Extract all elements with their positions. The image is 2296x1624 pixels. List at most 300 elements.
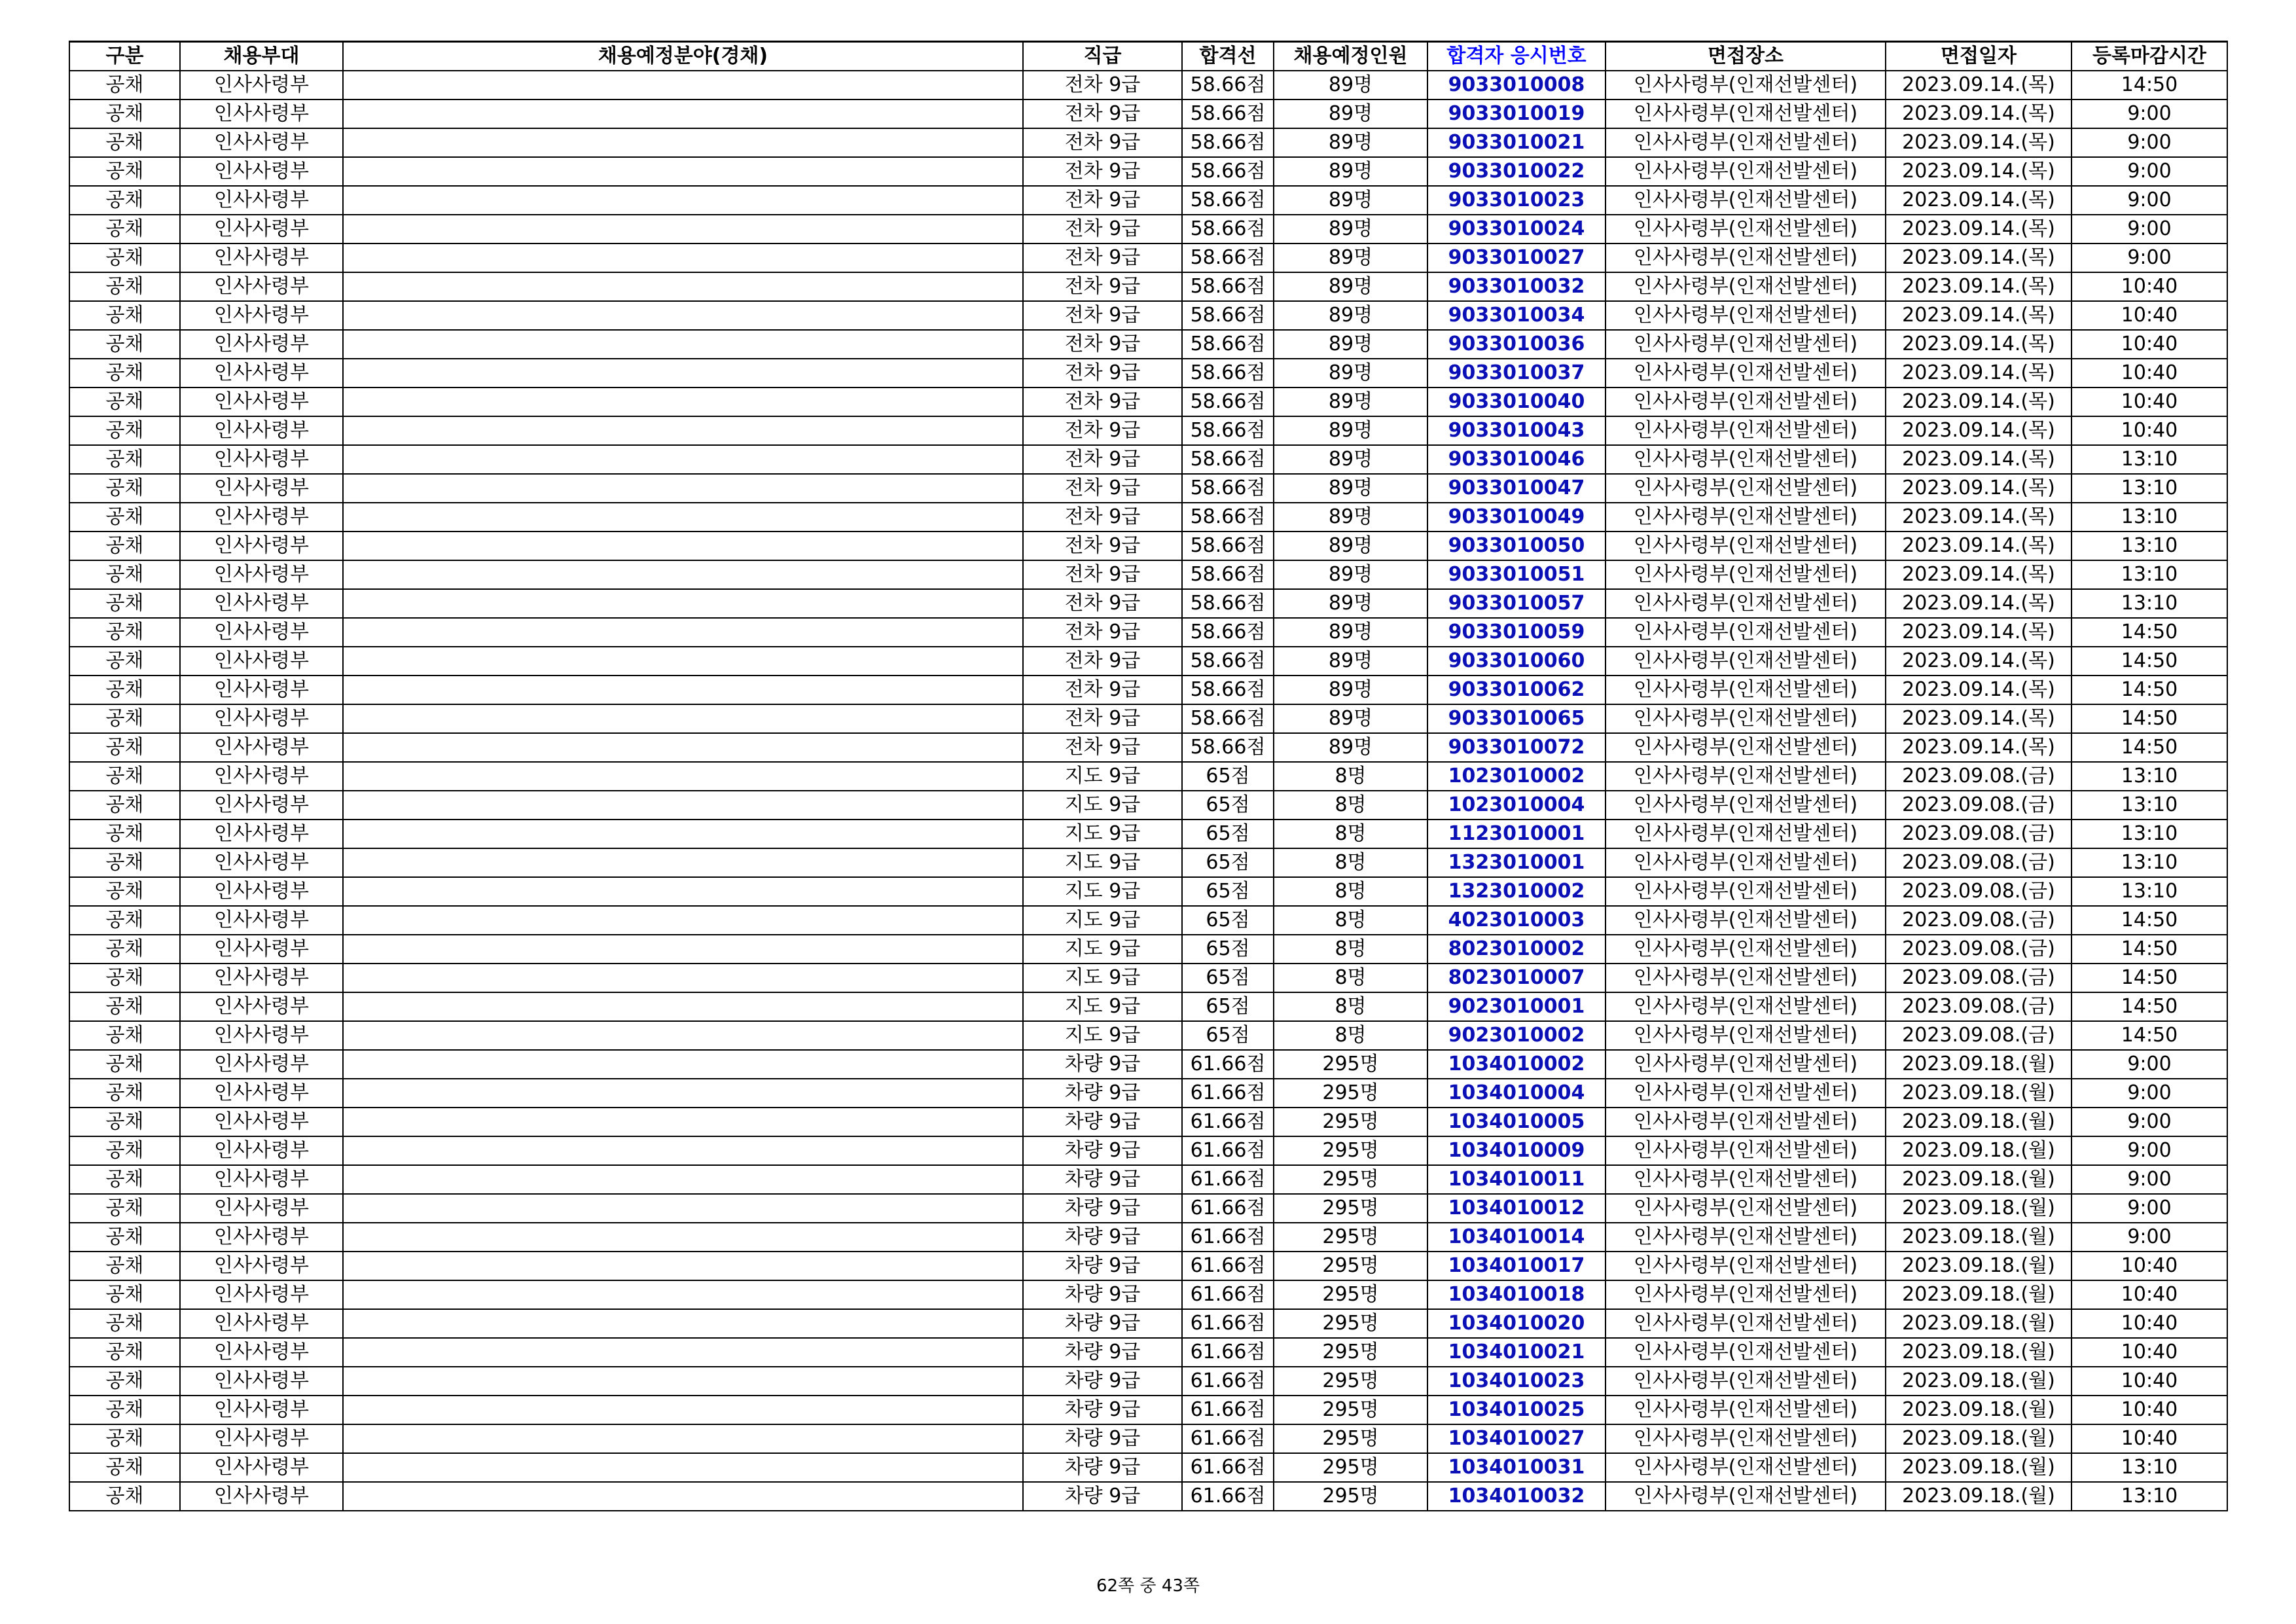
deadline-cell: 14:50 [2072, 1021, 2227, 1050]
interview-place-cell: 인사사령부(인재선발센터) [1605, 1223, 1886, 1252]
field-cell [343, 1223, 1023, 1252]
grade-cell: 전차 9급 [1023, 301, 1182, 330]
unit-cell: 인사사령부 [180, 906, 343, 935]
unit-cell: 인사사령부 [180, 1223, 343, 1252]
interview-date-cell: 2023.09.08.(금) [1886, 820, 2072, 848]
unit-cell: 인사사령부 [180, 1367, 343, 1396]
category-cell: 공채 [69, 560, 180, 589]
grade-cell: 차량 9급 [1023, 1338, 1182, 1367]
category-cell: 공채 [69, 877, 180, 906]
unit-cell: 인사사령부 [180, 1165, 343, 1194]
grade-cell: 지도 9급 [1023, 964, 1182, 992]
unit-cell: 인사사령부 [180, 301, 343, 330]
interview-place-cell: 인사사령부(인재선발센터) [1605, 1424, 1886, 1453]
planned-count-cell: 8명 [1274, 906, 1427, 935]
applicant-number-cell: 1034010025 [1427, 1396, 1605, 1424]
grade-cell: 차량 9급 [1023, 1165, 1182, 1194]
grade-cell: 전차 9급 [1023, 215, 1182, 244]
deadline-cell: 14:50 [2072, 906, 2227, 935]
applicant-number-cell: 9033010037 [1427, 359, 1605, 388]
planned-count-cell: 89명 [1274, 301, 1427, 330]
applicant-number-cell: 9033010027 [1427, 244, 1605, 272]
table-row [69, 1338, 2227, 1367]
category-cell: 공채 [69, 330, 180, 359]
cutoff-cell: 65점 [1182, 992, 1274, 1021]
interview-place-cell: 인사사령부(인재선발센터) [1605, 128, 1886, 157]
category-cell: 공채 [69, 1338, 180, 1367]
table-row [69, 1050, 2227, 1079]
table-row [69, 157, 2227, 186]
deadline-cell: 10:40 [2072, 359, 2227, 388]
grade-cell: 전차 9급 [1023, 445, 1182, 474]
category-cell: 공채 [69, 820, 180, 848]
interview-date-cell: 2023.09.08.(금) [1886, 964, 2072, 992]
field-cell [343, 71, 1023, 99]
cutoff-cell: 58.66점 [1182, 128, 1274, 157]
interview-place-cell: 인사사령부(인재선발센터) [1605, 474, 1886, 503]
applicant-number-cell: 1034010020 [1427, 1309, 1605, 1338]
table-row [69, 589, 2227, 618]
cutoff-cell: 58.66점 [1182, 416, 1274, 445]
applicant-number-cell: 9033010008 [1427, 71, 1605, 99]
deadline-cell: 10:40 [2072, 1338, 2227, 1367]
cutoff-cell: 61.66점 [1182, 1108, 1274, 1136]
field-cell [343, 186, 1023, 215]
planned-count-cell: 8명 [1274, 762, 1427, 791]
grade-cell: 전차 9급 [1023, 330, 1182, 359]
interview-place-cell: 인사사령부(인재선발센터) [1605, 791, 1886, 820]
unit-cell: 인사사령부 [180, 1424, 343, 1453]
applicant-number-cell: 9033010043 [1427, 416, 1605, 445]
field-cell [343, 330, 1023, 359]
interview-date-cell: 2023.09.08.(금) [1886, 935, 2072, 964]
unit-cell: 인사사령부 [180, 848, 343, 877]
applicant-number-cell: 9033010065 [1427, 704, 1605, 733]
field-cell [343, 388, 1023, 416]
table-row [69, 359, 2227, 388]
interview-place-cell: 인사사령부(인재선발센터) [1605, 820, 1886, 848]
applicant-number-cell: 1123010001 [1427, 820, 1605, 848]
field-cell [343, 532, 1023, 560]
deadline-cell: 9:00 [2072, 1136, 2227, 1165]
category-cell: 공채 [69, 791, 180, 820]
deadline-cell: 10:40 [2072, 330, 2227, 359]
deadline-cell: 13:10 [2072, 532, 2227, 560]
deadline-cell: 9:00 [2072, 244, 2227, 272]
interview-place-cell: 인사사령부(인재선발센터) [1605, 877, 1886, 906]
planned-count-cell: 295명 [1274, 1453, 1427, 1482]
interview-date-cell: 2023.09.14.(목) [1886, 704, 2072, 733]
deadline-cell: 13:10 [2072, 1453, 2227, 1482]
category-cell: 공채 [69, 503, 180, 532]
planned-count-cell: 295명 [1274, 1482, 1427, 1511]
cutoff-cell: 58.66점 [1182, 71, 1274, 99]
interview-date-cell: 2023.09.14.(목) [1886, 647, 2072, 676]
deadline-cell: 10:40 [2072, 301, 2227, 330]
cutoff-cell: 65점 [1182, 762, 1274, 791]
interview-date-cell: 2023.09.08.(금) [1886, 1021, 2072, 1050]
unit-cell: 인사사령부 [180, 1396, 343, 1424]
field-cell [343, 762, 1023, 791]
unit-cell: 인사사령부 [180, 445, 343, 474]
applicant-number-cell: 1034010017 [1427, 1252, 1605, 1280]
cutoff-cell: 65점 [1182, 848, 1274, 877]
category-cell: 공채 [69, 1252, 180, 1280]
interview-place-cell: 인사사령부(인재선발센터) [1605, 589, 1886, 618]
interview-place-cell: 인사사령부(인재선발센터) [1605, 1194, 1886, 1223]
unit-cell: 인사사령부 [180, 388, 343, 416]
deadline-cell: 9:00 [2072, 99, 2227, 128]
unit-cell: 인사사령부 [180, 532, 343, 560]
category-cell: 공채 [69, 964, 180, 992]
interview-date-cell: 2023.09.14.(목) [1886, 589, 2072, 618]
grade-cell: 차량 9급 [1023, 1309, 1182, 1338]
deadline-cell: 14:50 [2072, 992, 2227, 1021]
interview-date-cell: 2023.09.14.(목) [1886, 244, 2072, 272]
interview-place-cell: 인사사령부(인재선발센터) [1605, 964, 1886, 992]
category-cell: 공채 [69, 1108, 180, 1136]
category-cell: 공채 [69, 1309, 180, 1338]
interview-place-cell: 인사사령부(인재선발센터) [1605, 244, 1886, 272]
applicant-number-cell: 9033010032 [1427, 272, 1605, 301]
cutoff-cell: 65점 [1182, 906, 1274, 935]
field-cell [343, 647, 1023, 676]
applicant-number-cell: 9023010001 [1427, 992, 1605, 1021]
interview-date-cell: 2023.09.18.(월) [1886, 1252, 2072, 1280]
interview-date-cell: 2023.09.08.(금) [1886, 848, 2072, 877]
deadline-cell: 14:50 [2072, 964, 2227, 992]
table-row [69, 244, 2227, 272]
unit-cell: 인사사령부 [180, 215, 343, 244]
unit-cell: 인사사령부 [180, 1136, 343, 1165]
cutoff-cell: 65점 [1182, 1021, 1274, 1050]
interview-place-cell: 인사사령부(인재선발센터) [1605, 1021, 1886, 1050]
category-cell: 공채 [69, 1136, 180, 1165]
cutoff-cell: 61.66점 [1182, 1482, 1274, 1511]
applicant-number-cell: 9033010051 [1427, 560, 1605, 589]
cutoff-cell: 58.66점 [1182, 503, 1274, 532]
deadline-cell: 9:00 [2072, 157, 2227, 186]
grade-cell: 지도 9급 [1023, 906, 1182, 935]
grade-cell: 전차 9급 [1023, 647, 1182, 676]
cutoff-cell: 58.66점 [1182, 272, 1274, 301]
table-row [69, 848, 2227, 877]
unit-cell: 인사사령부 [180, 128, 343, 157]
table-row [69, 445, 2227, 474]
deadline-cell: 10:40 [2072, 1424, 2227, 1453]
interview-date-cell: 2023.09.18.(월) [1886, 1280, 2072, 1309]
table-row [69, 71, 2227, 99]
field-cell [343, 416, 1023, 445]
interview-place-cell: 인사사령부(인재선발센터) [1605, 1108, 1886, 1136]
deadline-cell: 9:00 [2072, 215, 2227, 244]
interview-place-cell: 인사사령부(인재선발센터) [1605, 330, 1886, 359]
planned-count-cell: 295명 [1274, 1050, 1427, 1079]
interview-place-cell: 인사사령부(인재선발센터) [1605, 445, 1886, 474]
field-cell [343, 848, 1023, 877]
interview-date-cell: 2023.09.18.(월) [1886, 1165, 2072, 1194]
grade-cell: 전차 9급 [1023, 128, 1182, 157]
interview-place-cell: 인사사령부(인재선발센터) [1605, 1338, 1886, 1367]
deadline-cell: 10:40 [2072, 1252, 2227, 1280]
grade-cell: 차량 9급 [1023, 1367, 1182, 1396]
interview-place-cell: 인사사령부(인재선발센터) [1605, 647, 1886, 676]
cutoff-cell: 61.66점 [1182, 1453, 1274, 1482]
interview-date-cell: 2023.09.14.(목) [1886, 388, 2072, 416]
field-cell [343, 1280, 1023, 1309]
field-cell [343, 1165, 1023, 1194]
field-cell [343, 1252, 1023, 1280]
interview-date-cell: 2023.09.14.(목) [1886, 503, 2072, 532]
interview-place-cell: 인사사령부(인재선발센터) [1605, 99, 1886, 128]
interview-date-cell: 2023.09.14.(목) [1886, 301, 2072, 330]
interview-date-cell: 2023.09.14.(목) [1886, 330, 2072, 359]
unit-cell: 인사사령부 [180, 1280, 343, 1309]
deadline-cell: 13:10 [2072, 445, 2227, 474]
unit-cell: 인사사령부 [180, 762, 343, 791]
header-cell-planned-count: 채용예정인원 [1274, 42, 1427, 71]
applicant-number-cell: 9033010072 [1427, 733, 1605, 762]
unit-cell: 인사사령부 [180, 416, 343, 445]
grade-cell: 전차 9급 [1023, 99, 1182, 128]
field-cell [343, 445, 1023, 474]
field-cell [343, 820, 1023, 848]
cutoff-cell: 61.66점 [1182, 1309, 1274, 1338]
grade-cell: 차량 9급 [1023, 1079, 1182, 1108]
interview-place-cell: 인사사령부(인재선발센터) [1605, 532, 1886, 560]
applicant-number-cell: 9033010062 [1427, 676, 1605, 704]
cutoff-cell: 61.66점 [1182, 1079, 1274, 1108]
planned-count-cell: 89명 [1274, 388, 1427, 416]
field-cell [343, 272, 1023, 301]
deadline-cell: 9:00 [2072, 1079, 2227, 1108]
table-row [69, 1453, 2227, 1482]
interview-date-cell: 2023.09.14.(목) [1886, 445, 2072, 474]
planned-count-cell: 89명 [1274, 560, 1427, 589]
applicant-number-cell: 1034010021 [1427, 1338, 1605, 1367]
cutoff-cell: 61.66점 [1182, 1367, 1274, 1396]
field-cell [343, 618, 1023, 647]
field-cell [343, 964, 1023, 992]
planned-count-cell: 89명 [1274, 647, 1427, 676]
planned-count-cell: 295명 [1274, 1194, 1427, 1223]
field-cell [343, 1050, 1023, 1079]
cutoff-cell: 65점 [1182, 820, 1274, 848]
planned-count-cell: 89명 [1274, 503, 1427, 532]
cutoff-cell: 61.66점 [1182, 1136, 1274, 1165]
applicant-number-cell: 1034010032 [1427, 1482, 1605, 1511]
grade-cell: 차량 9급 [1023, 1194, 1182, 1223]
unit-cell: 인사사령부 [180, 964, 343, 992]
cutoff-cell: 58.66점 [1182, 589, 1274, 618]
applicant-number-cell: 1034010002 [1427, 1050, 1605, 1079]
unit-cell: 인사사령부 [180, 704, 343, 733]
planned-count-cell: 89명 [1274, 186, 1427, 215]
cutoff-cell: 61.66점 [1182, 1050, 1274, 1079]
interview-date-cell: 2023.09.14.(목) [1886, 186, 2072, 215]
field-cell [343, 791, 1023, 820]
unit-cell: 인사사령부 [180, 647, 343, 676]
unit-cell: 인사사령부 [180, 560, 343, 589]
planned-count-cell: 8명 [1274, 964, 1427, 992]
unit-cell: 인사사령부 [180, 877, 343, 906]
deadline-cell: 10:40 [2072, 1280, 2227, 1309]
planned-count-cell: 295명 [1274, 1396, 1427, 1424]
interview-date-cell: 2023.09.08.(금) [1886, 791, 2072, 820]
unit-cell: 인사사령부 [180, 1050, 343, 1079]
unit-cell: 인사사령부 [180, 474, 343, 503]
planned-count-cell: 8명 [1274, 935, 1427, 964]
interview-date-cell: 2023.09.14.(목) [1886, 416, 2072, 445]
field-cell [343, 704, 1023, 733]
planned-count-cell: 295명 [1274, 1223, 1427, 1252]
applicant-number-cell: 9033010022 [1427, 157, 1605, 186]
table-row [69, 791, 2227, 820]
unit-cell: 인사사령부 [180, 733, 343, 762]
planned-count-cell: 89명 [1274, 676, 1427, 704]
grade-cell: 차량 9급 [1023, 1136, 1182, 1165]
grade-cell: 전차 9급 [1023, 733, 1182, 762]
deadline-cell: 13:10 [2072, 560, 2227, 589]
planned-count-cell: 8명 [1274, 1021, 1427, 1050]
grade-cell: 전차 9급 [1023, 244, 1182, 272]
unit-cell: 인사사령부 [180, 186, 343, 215]
deadline-cell: 14:50 [2072, 647, 2227, 676]
interview-place-cell: 인사사령부(인재선발센터) [1605, 503, 1886, 532]
interview-date-cell: 2023.09.18.(월) [1886, 1079, 2072, 1108]
table-row [69, 1482, 2227, 1511]
category-cell: 공채 [69, 704, 180, 733]
applicant-number-cell: 9033010060 [1427, 647, 1605, 676]
grade-cell: 전차 9급 [1023, 416, 1182, 445]
table-row [69, 964, 2227, 992]
category-cell: 공채 [69, 388, 180, 416]
applicant-number-cell: 1034010011 [1427, 1165, 1605, 1194]
interview-date-cell: 2023.09.14.(목) [1886, 157, 2072, 186]
grade-cell: 차량 9급 [1023, 1396, 1182, 1424]
category-cell: 공채 [69, 186, 180, 215]
interview-date-cell: 2023.09.14.(목) [1886, 474, 2072, 503]
planned-count-cell: 89명 [1274, 733, 1427, 762]
field-cell [343, 99, 1023, 128]
grade-cell: 전차 9급 [1023, 560, 1182, 589]
unit-cell: 인사사령부 [180, 359, 343, 388]
interview-date-cell: 2023.09.14.(목) [1886, 733, 2072, 762]
applicant-number-cell: 9033010050 [1427, 532, 1605, 560]
interview-date-cell: 2023.09.18.(월) [1886, 1396, 2072, 1424]
grade-cell: 차량 9급 [1023, 1223, 1182, 1252]
category-cell: 공채 [69, 532, 180, 560]
field-cell [343, 1396, 1023, 1424]
deadline-cell: 13:10 [2072, 820, 2227, 848]
deadline-cell: 10:40 [2072, 388, 2227, 416]
grade-cell: 차량 9급 [1023, 1453, 1182, 1482]
deadline-cell: 13:10 [2072, 474, 2227, 503]
category-cell: 공채 [69, 618, 180, 647]
table-row [69, 474, 2227, 503]
interview-place-cell: 인사사령부(인재선발센터) [1605, 848, 1886, 877]
unit-cell: 인사사령부 [180, 992, 343, 1021]
planned-count-cell: 8명 [1274, 820, 1427, 848]
cutoff-cell: 58.66점 [1182, 733, 1274, 762]
cutoff-cell: 61.66점 [1182, 1165, 1274, 1194]
interview-date-cell: 2023.09.14.(목) [1886, 272, 2072, 301]
interview-place-cell: 인사사령부(인재선발센터) [1605, 1309, 1886, 1338]
field-cell [343, 1108, 1023, 1136]
table-row [69, 992, 2227, 1021]
table-row [69, 128, 2227, 157]
cutoff-cell: 58.66점 [1182, 99, 1274, 128]
field-cell [343, 1309, 1023, 1338]
table-row [69, 330, 2227, 359]
category-cell: 공채 [69, 157, 180, 186]
table-row [69, 935, 2227, 964]
category-cell: 공채 [69, 589, 180, 618]
grade-cell: 지도 9급 [1023, 820, 1182, 848]
planned-count-cell: 295명 [1274, 1136, 1427, 1165]
category-cell: 공채 [69, 647, 180, 676]
field-cell [343, 1136, 1023, 1165]
category-cell: 공채 [69, 71, 180, 99]
unit-cell: 인사사령부 [180, 71, 343, 99]
field-cell [343, 474, 1023, 503]
applicant-number-cell: 4023010003 [1427, 906, 1605, 935]
deadline-cell: 13:10 [2072, 791, 2227, 820]
planned-count-cell: 89명 [1274, 359, 1427, 388]
applicant-number-cell: 1023010002 [1427, 762, 1605, 791]
table-row [69, 704, 2227, 733]
category-cell: 공채 [69, 1424, 180, 1453]
interview-date-cell: 2023.09.18.(월) [1886, 1482, 2072, 1511]
unit-cell: 인사사령부 [180, 676, 343, 704]
interview-date-cell: 2023.09.08.(금) [1886, 906, 2072, 935]
category-cell: 공채 [69, 215, 180, 244]
interview-date-cell: 2023.09.14.(목) [1886, 618, 2072, 647]
category-cell: 공채 [69, 762, 180, 791]
cutoff-cell: 58.66점 [1182, 359, 1274, 388]
interview-date-cell: 2023.09.18.(월) [1886, 1367, 2072, 1396]
grade-cell: 지도 9급 [1023, 762, 1182, 791]
interview-date-cell: 2023.09.08.(금) [1886, 877, 2072, 906]
cutoff-cell: 58.66점 [1182, 445, 1274, 474]
header-cell-cutoff: 합격선 [1182, 42, 1274, 71]
planned-count-cell: 89명 [1274, 445, 1427, 474]
applicant-number-cell: 1034010009 [1427, 1136, 1605, 1165]
cutoff-cell: 58.66점 [1182, 301, 1274, 330]
cutoff-cell: 61.66점 [1182, 1280, 1274, 1309]
interview-place-cell: 인사사령부(인재선발센터) [1605, 560, 1886, 589]
grade-cell: 지도 9급 [1023, 848, 1182, 877]
interview-date-cell: 2023.09.18.(월) [1886, 1309, 2072, 1338]
unit-cell: 인사사령부 [180, 272, 343, 301]
header-row [69, 42, 2227, 71]
applicant-number-cell: 9033010059 [1427, 618, 1605, 647]
interview-place-cell: 인사사령부(인재선발센터) [1605, 1280, 1886, 1309]
interview-date-cell: 2023.09.18.(월) [1886, 1136, 2072, 1165]
applicant-number-cell: 1034010018 [1427, 1280, 1605, 1309]
field-cell [343, 301, 1023, 330]
applicant-number-cell: 9033010023 [1427, 186, 1605, 215]
applicant-number-cell: 9033010046 [1427, 445, 1605, 474]
table-row [69, 676, 2227, 704]
planned-count-cell: 295명 [1274, 1424, 1427, 1453]
table-row [69, 99, 2227, 128]
interview-place-cell: 인사사령부(인재선발센터) [1605, 71, 1886, 99]
unit-cell: 인사사령부 [180, 618, 343, 647]
field-cell [343, 906, 1023, 935]
interview-place-cell: 인사사령부(인재선발센터) [1605, 416, 1886, 445]
field-cell [343, 157, 1023, 186]
